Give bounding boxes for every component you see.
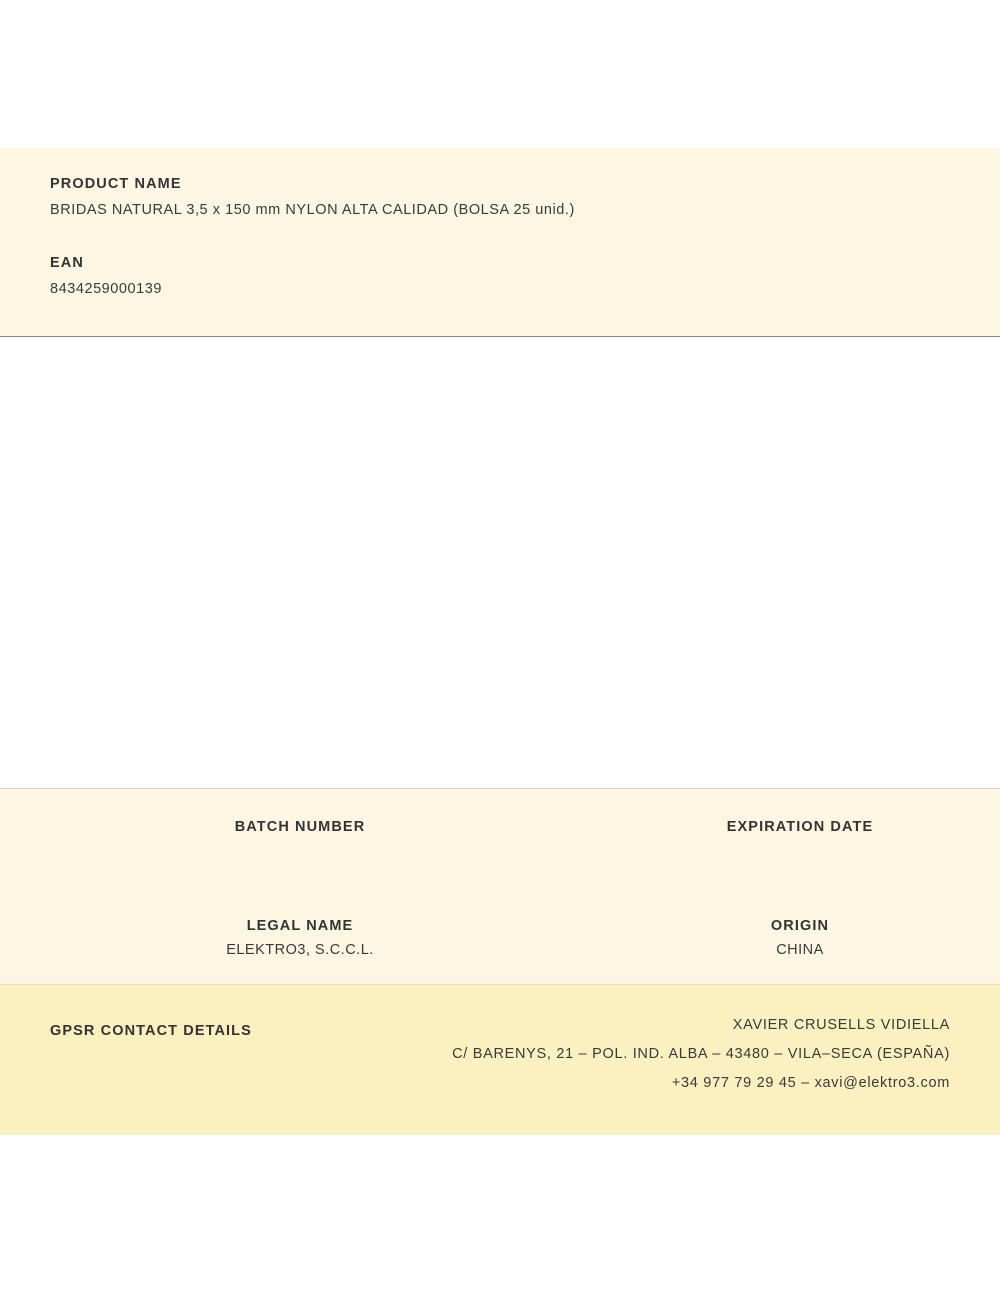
- gpsr-contact-person: XAVIER CRUSELLS VIDIELLA: [732, 1017, 950, 1033]
- gpsr-contact-phone-email: +34 977 79 29 45 – xavi@elektro3.com: [671, 1075, 950, 1091]
- gpsr-contact-lines: [452, 1011, 950, 1098]
- product-name-label: PRODUCT NAME: [50, 176, 182, 192]
- batch-number-label: BATCH NUMBER: [234, 819, 366, 835]
- ean-value: 8434259000139: [50, 281, 162, 297]
- gpsr-contact-section: [0, 985, 1000, 1135]
- origin-column: [600, 918, 1000, 960]
- top-spacer: [0, 0, 1000, 148]
- origin-value: CHINA: [776, 942, 824, 958]
- product-name-value: BRIDAS NATURAL 3,5 x 150 mm NYLON ALTA CALIDAD (BOLSA 25 unid.): [50, 202, 575, 218]
- ean-label: EAN: [50, 255, 84, 271]
- blank-content-area: [0, 337, 1000, 789]
- gpsr-contact-address: C/ BARENYS, 21 – POL. IND. ALBA – 43480 – VILA–SECA (ESPAÑA): [452, 1046, 950, 1062]
- product-name-group: [50, 176, 950, 218]
- legal-origin-row: [0, 918, 1000, 960]
- origin-label: ORIGIN: [770, 918, 830, 934]
- batch-legal-section: [0, 789, 1000, 985]
- expiration-date-value: [600, 843, 1000, 861]
- batch-number-value: [0, 843, 600, 861]
- legal-name-label: LEGAL NAME: [246, 918, 354, 934]
- bottom-spacer: [0, 1135, 1000, 1300]
- batch-expiration-row: [0, 819, 1000, 861]
- batch-number-column: [0, 819, 600, 861]
- gpsr-contact-label: GPSR CONTACT DETAILS: [50, 1023, 252, 1039]
- product-info-section: [0, 148, 1000, 337]
- expiration-date-label: EXPIRATION DATE: [726, 819, 874, 835]
- legal-name-value: ELEKTRO3, S.C.C.L.: [226, 942, 374, 958]
- legal-name-column: [0, 918, 600, 960]
- expiration-date-column: [600, 819, 1000, 861]
- ean-group: [50, 255, 950, 297]
